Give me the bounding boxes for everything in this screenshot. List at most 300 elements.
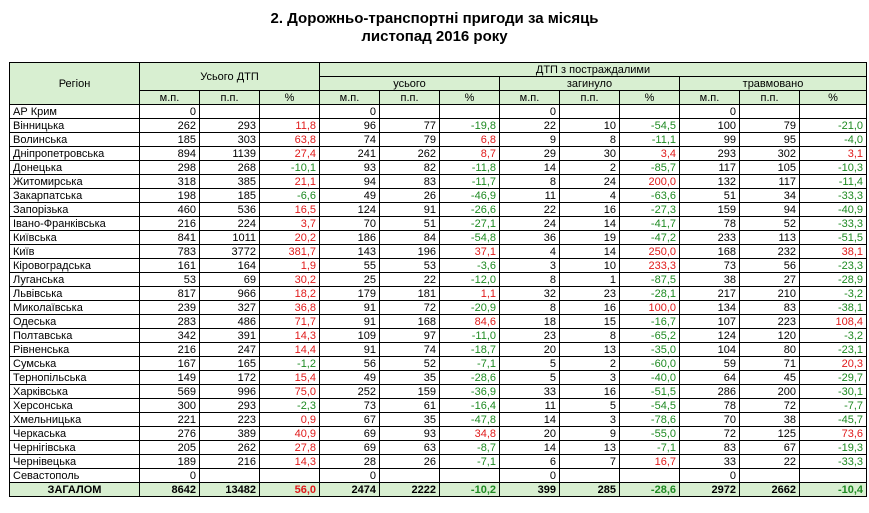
percent-cell: -11,0 <box>440 329 500 343</box>
table-row <box>10 231 867 245</box>
count-cell: 13 <box>560 441 620 455</box>
report-title-line1: 2. Дорожньо-транспортні пригоди за місяць <box>270 10 599 27</box>
region-cell: Тернопільська <box>10 371 140 385</box>
percent-cell: 14,3 <box>260 455 320 469</box>
count-cell: 67 <box>740 441 800 455</box>
count-cell: 94 <box>320 175 380 189</box>
count-cell: 216 <box>200 455 260 469</box>
count-cell: 9 <box>500 133 560 147</box>
count-cell: 783 <box>140 245 200 259</box>
count-cell: 2 <box>560 161 620 175</box>
report-title <box>0 10 869 46</box>
count-cell: 232 <box>740 245 800 259</box>
table-row <box>10 301 867 315</box>
percent-cell: -28,6 <box>620 483 680 497</box>
count-cell: 51 <box>680 189 740 203</box>
count-cell: 69 <box>320 441 380 455</box>
count-cell: 217 <box>680 287 740 301</box>
count-cell: 93 <box>380 427 440 441</box>
count-cell: 569 <box>140 385 200 399</box>
count-cell: 124 <box>320 203 380 217</box>
percent-cell: -28,1 <box>620 287 680 301</box>
count-cell: 293 <box>680 147 740 161</box>
count-cell: 72 <box>380 301 440 315</box>
count-cell: 8 <box>500 175 560 189</box>
region-cell: Одеська <box>10 315 140 329</box>
count-cell: 391 <box>200 329 260 343</box>
count-cell: 74 <box>380 343 440 357</box>
count-cell: 221 <box>140 413 200 427</box>
count-cell: 252 <box>320 385 380 399</box>
count-cell: 20 <box>500 343 560 357</box>
region-cell: Чернівецька <box>10 455 140 469</box>
region-cell: Кіровоградська <box>10 259 140 273</box>
percent-cell <box>620 469 680 483</box>
count-cell: 2 <box>560 357 620 371</box>
count-cell: 125 <box>740 427 800 441</box>
count-cell: 64 <box>680 371 740 385</box>
table-body <box>10 105 867 497</box>
header-subcol: м.п. <box>500 91 560 105</box>
percent-cell: 71,7 <box>260 315 320 329</box>
percent-cell: -36,9 <box>440 385 500 399</box>
percent-cell: -1,2 <box>260 357 320 371</box>
percent-cell: -55,0 <box>620 427 680 441</box>
region-cell: Київська <box>10 231 140 245</box>
percent-cell: 40,9 <box>260 427 320 441</box>
percent-cell: 200,0 <box>620 175 680 189</box>
percent-cell: 100,0 <box>620 301 680 315</box>
count-cell: 109 <box>320 329 380 343</box>
percent-cell: -29,7 <box>800 371 867 385</box>
percent-cell <box>800 469 867 483</box>
percent-cell: 14,4 <box>260 343 320 357</box>
percent-cell: -3,2 <box>800 329 867 343</box>
percent-cell: -45,7 <box>800 413 867 427</box>
count-cell: 996 <box>200 385 260 399</box>
report-title-line2: листопад 2016 року <box>361 28 508 45</box>
count-cell: 91 <box>320 301 380 315</box>
table-row <box>10 105 867 119</box>
table-row <box>10 273 867 287</box>
count-cell: 159 <box>380 385 440 399</box>
count-cell: 79 <box>740 119 800 133</box>
percent-cell: 34,8 <box>440 427 500 441</box>
percent-cell: -11,4 <box>800 175 867 189</box>
count-cell: 22 <box>740 455 800 469</box>
table-row <box>10 175 867 189</box>
region-cell: Полтавська <box>10 329 140 343</box>
count-cell: 69 <box>320 427 380 441</box>
percent-cell: -20,9 <box>440 301 500 315</box>
percent-cell: -54,8 <box>440 231 500 245</box>
count-cell: 80 <box>740 343 800 357</box>
count-cell: 73 <box>320 399 380 413</box>
region-cell: Харківська <box>10 385 140 399</box>
count-cell <box>560 105 620 119</box>
count-cell: 132 <box>680 175 740 189</box>
count-cell: 32 <box>500 287 560 301</box>
percent-cell: 14,3 <box>260 329 320 343</box>
count-cell: 5 <box>560 399 620 413</box>
count-cell: 36 <box>500 231 560 245</box>
percent-cell <box>440 469 500 483</box>
count-cell: 134 <box>680 301 740 315</box>
percent-cell: -51,5 <box>620 385 680 399</box>
count-cell: 198 <box>140 189 200 203</box>
count-cell: 8642 <box>140 483 200 497</box>
percent-cell: -12,0 <box>440 273 500 287</box>
percent-cell: -33,3 <box>800 217 867 231</box>
table-row <box>10 287 867 301</box>
percent-cell: 3,1 <box>800 147 867 161</box>
percent-cell: -40,9 <box>800 203 867 217</box>
count-cell: 1139 <box>200 147 260 161</box>
count-cell: 286 <box>680 385 740 399</box>
table-row <box>10 441 867 455</box>
count-cell: 91 <box>320 343 380 357</box>
count-cell: 33 <box>680 455 740 469</box>
count-cell: 83 <box>380 175 440 189</box>
percent-cell: 11,8 <box>260 119 320 133</box>
region-cell: Херсонська <box>10 399 140 413</box>
count-cell: 168 <box>680 245 740 259</box>
count-cell: 26 <box>380 189 440 203</box>
count-cell <box>200 469 260 483</box>
count-cell: 49 <box>320 189 380 203</box>
count-cell: 3772 <box>200 245 260 259</box>
header-subcol: % <box>620 91 680 105</box>
table-row <box>10 147 867 161</box>
percent-cell: -33,3 <box>800 455 867 469</box>
count-cell: 53 <box>140 273 200 287</box>
percent-cell: 1,9 <box>260 259 320 273</box>
count-cell: 2474 <box>320 483 380 497</box>
count-cell: 24 <box>560 175 620 189</box>
count-cell: 124 <box>680 329 740 343</box>
count-cell: 35 <box>380 371 440 385</box>
count-cell: 10 <box>560 259 620 273</box>
percent-cell: 381,7 <box>260 245 320 259</box>
percent-cell: 6,8 <box>440 133 500 147</box>
table-row <box>10 315 867 329</box>
percent-cell: 37,1 <box>440 245 500 259</box>
count-cell: 78 <box>680 217 740 231</box>
header-subcol: п.п. <box>740 91 800 105</box>
percent-cell: 16,5 <box>260 203 320 217</box>
count-cell: 117 <box>740 175 800 189</box>
percent-cell: 73,6 <box>800 427 867 441</box>
count-cell: 93 <box>320 161 380 175</box>
percent-cell: -7,1 <box>620 441 680 455</box>
region-cell: Донецька <box>10 161 140 175</box>
count-cell: 55 <box>320 259 380 273</box>
count-cell: 189 <box>140 455 200 469</box>
count-cell: 23 <box>560 287 620 301</box>
region-cell: Миколаївська <box>10 301 140 315</box>
count-cell: 9 <box>560 427 620 441</box>
count-cell: 143 <box>320 245 380 259</box>
percent-cell: 20,3 <box>800 357 867 371</box>
count-cell: 14 <box>500 441 560 455</box>
region-cell: Запорізька <box>10 203 140 217</box>
count-cell: 262 <box>200 441 260 455</box>
table-row <box>10 343 867 357</box>
count-cell: 52 <box>380 357 440 371</box>
header-with-victims: ДТП з постраждалими <box>320 63 867 77</box>
count-cell: 72 <box>740 399 800 413</box>
count-cell: 7 <box>560 455 620 469</box>
count-cell: 167 <box>140 357 200 371</box>
count-cell: 99 <box>680 133 740 147</box>
percent-cell: -19,8 <box>440 119 500 133</box>
header-subcol: м.п. <box>320 91 380 105</box>
count-cell: 841 <box>140 231 200 245</box>
percent-cell <box>260 105 320 119</box>
count-cell: 8 <box>500 301 560 315</box>
percent-cell: -23,3 <box>800 259 867 273</box>
count-cell: 28 <box>320 455 380 469</box>
count-cell: 83 <box>740 301 800 315</box>
header-subcol: % <box>800 91 867 105</box>
region-cell: Житомирська <box>10 175 140 189</box>
header-all-accidents: Усього ДТП <box>140 63 320 91</box>
header-subcol: % <box>260 91 320 105</box>
count-cell: 233 <box>680 231 740 245</box>
percent-cell: -47,2 <box>620 231 680 245</box>
count-cell: 10 <box>560 119 620 133</box>
region-cell: Дніпропетровська <box>10 147 140 161</box>
count-cell: 25 <box>320 273 380 287</box>
count-cell: 120 <box>740 329 800 343</box>
count-cell <box>200 105 260 119</box>
count-cell: 179 <box>320 287 380 301</box>
count-cell: 300 <box>140 399 200 413</box>
count-cell: 14 <box>560 245 620 259</box>
count-cell: 399 <box>500 483 560 497</box>
percent-cell: -8,7 <box>440 441 500 455</box>
region-cell: Закарпатська <box>10 189 140 203</box>
count-cell: 185 <box>140 133 200 147</box>
count-cell: 239 <box>140 301 200 315</box>
count-cell: 96 <box>320 119 380 133</box>
count-cell: 5 <box>500 371 560 385</box>
count-cell: 0 <box>500 469 560 483</box>
count-cell: 100 <box>680 119 740 133</box>
count-cell: 276 <box>140 427 200 441</box>
count-cell: 161 <box>140 259 200 273</box>
table-row <box>10 329 867 343</box>
count-cell: 38 <box>680 273 740 287</box>
percent-cell: 36,8 <box>260 301 320 315</box>
table-row <box>10 469 867 483</box>
region-cell: Севастополь <box>10 469 140 483</box>
count-cell: 79 <box>380 133 440 147</box>
count-cell: 196 <box>380 245 440 259</box>
count-cell: 15 <box>560 315 620 329</box>
count-cell: 20 <box>500 427 560 441</box>
count-cell: 104 <box>680 343 740 357</box>
count-cell: 200 <box>740 385 800 399</box>
count-cell: 38 <box>740 413 800 427</box>
count-cell: 14 <box>500 161 560 175</box>
count-cell: 105 <box>740 161 800 175</box>
count-cell: 817 <box>140 287 200 301</box>
count-cell: 97 <box>380 329 440 343</box>
region-cell: Луганська <box>10 273 140 287</box>
header-subcol: п.п. <box>560 91 620 105</box>
region-cell: АР Крим <box>10 105 140 119</box>
percent-cell: -28,6 <box>440 371 500 385</box>
count-cell: 94 <box>740 203 800 217</box>
count-cell: 74 <box>320 133 380 147</box>
count-cell: 59 <box>680 357 740 371</box>
count-cell: 51 <box>380 217 440 231</box>
table-row <box>10 455 867 469</box>
percent-cell: -40,0 <box>620 371 680 385</box>
table-row <box>10 245 867 259</box>
percent-cell: -2,3 <box>260 399 320 413</box>
header-subcol: м.п. <box>140 91 200 105</box>
count-cell <box>380 469 440 483</box>
count-cell: 223 <box>740 315 800 329</box>
percent-cell: -33,3 <box>800 189 867 203</box>
table-row <box>10 259 867 273</box>
count-cell: 0 <box>680 469 740 483</box>
percent-cell: 75,0 <box>260 385 320 399</box>
percent-cell: 21,1 <box>260 175 320 189</box>
percent-cell: -7,7 <box>800 399 867 413</box>
percent-cell: -78,6 <box>620 413 680 427</box>
count-cell: 262 <box>140 119 200 133</box>
header-subcol: п.п. <box>380 91 440 105</box>
region-cell: ЗАГАЛОМ <box>10 483 140 497</box>
table-row <box>10 385 867 399</box>
percent-cell: -47,8 <box>440 413 500 427</box>
percent-cell: -3,6 <box>440 259 500 273</box>
count-cell: 13482 <box>200 483 260 497</box>
count-cell: 8 <box>500 273 560 287</box>
count-cell: 1011 <box>200 231 260 245</box>
percent-cell <box>260 469 320 483</box>
count-cell: 2222 <box>380 483 440 497</box>
percent-cell: -60,0 <box>620 357 680 371</box>
count-cell: 4 <box>500 245 560 259</box>
count-cell <box>740 469 800 483</box>
count-cell: 164 <box>200 259 260 273</box>
percent-cell: -28,9 <box>800 273 867 287</box>
region-cell: Львівська <box>10 287 140 301</box>
header-subcol: м.п. <box>680 91 740 105</box>
count-cell: 165 <box>200 357 260 371</box>
count-cell: 16 <box>560 203 620 217</box>
percent-cell: 63,8 <box>260 133 320 147</box>
count-cell: 11 <box>500 189 560 203</box>
percent-cell: -87,5 <box>620 273 680 287</box>
percent-cell: 3,7 <box>260 217 320 231</box>
count-cell: 3 <box>560 371 620 385</box>
header-subcol: % <box>440 91 500 105</box>
table-row <box>10 133 867 147</box>
count-cell: 77 <box>380 119 440 133</box>
count-cell: 53 <box>380 259 440 273</box>
percent-cell: 233,3 <box>620 259 680 273</box>
count-cell: 3 <box>500 259 560 273</box>
count-cell: 49 <box>320 371 380 385</box>
count-cell: 293 <box>200 399 260 413</box>
percent-cell: -4,0 <box>800 133 867 147</box>
count-cell: 19 <box>560 231 620 245</box>
header-subcol: п.п. <box>200 91 260 105</box>
region-cell: Рівненська <box>10 343 140 357</box>
percent-cell: -11,8 <box>440 161 500 175</box>
count-cell: 22 <box>380 273 440 287</box>
count-cell: 223 <box>200 413 260 427</box>
percent-cell: -85,7 <box>620 161 680 175</box>
percent-cell <box>620 105 680 119</box>
count-cell: 33 <box>500 385 560 399</box>
count-cell: 0 <box>140 469 200 483</box>
count-cell: 216 <box>140 343 200 357</box>
percent-cell: -27,3 <box>620 203 680 217</box>
region-cell: Сумська <box>10 357 140 371</box>
count-cell: 460 <box>140 203 200 217</box>
percent-cell: 30,2 <box>260 273 320 287</box>
table-row <box>10 119 867 133</box>
count-cell: 26 <box>380 455 440 469</box>
percent-cell: 38,1 <box>800 245 867 259</box>
count-cell: 27 <box>740 273 800 287</box>
count-cell: 262 <box>380 147 440 161</box>
count-cell: 14 <box>500 413 560 427</box>
percent-cell: 27,4 <box>260 147 320 161</box>
count-cell: 318 <box>140 175 200 189</box>
count-cell: 13 <box>560 343 620 357</box>
count-cell: 56 <box>320 357 380 371</box>
percent-cell: -63,6 <box>620 189 680 203</box>
count-cell: 241 <box>320 147 380 161</box>
count-cell: 78 <box>680 399 740 413</box>
count-cell: 45 <box>740 371 800 385</box>
count-cell: 16 <box>560 301 620 315</box>
table-row <box>10 189 867 203</box>
percent-cell: -6,6 <box>260 189 320 203</box>
count-cell: 168 <box>380 315 440 329</box>
count-cell: 24 <box>500 217 560 231</box>
percent-cell: -18,7 <box>440 343 500 357</box>
table-row <box>10 399 867 413</box>
count-cell: 205 <box>140 441 200 455</box>
count-cell: 14 <box>560 217 620 231</box>
count-cell: 0 <box>500 105 560 119</box>
percent-cell: -16,7 <box>620 315 680 329</box>
count-cell: 91 <box>380 203 440 217</box>
count-cell: 2662 <box>740 483 800 497</box>
total-row <box>10 483 867 497</box>
percent-cell: 0,9 <box>260 413 320 427</box>
count-cell: 966 <box>200 287 260 301</box>
percent-cell: -11,7 <box>440 175 500 189</box>
count-cell: 5 <box>500 357 560 371</box>
header-total: усього <box>320 77 500 91</box>
count-cell: 486 <box>200 315 260 329</box>
percent-cell: 3,4 <box>620 147 680 161</box>
count-cell: 63 <box>380 441 440 455</box>
count-cell: 298 <box>140 161 200 175</box>
percent-cell: -23,1 <box>800 343 867 357</box>
region-cell: Черкаська <box>10 427 140 441</box>
percent-cell: -65,2 <box>620 329 680 343</box>
